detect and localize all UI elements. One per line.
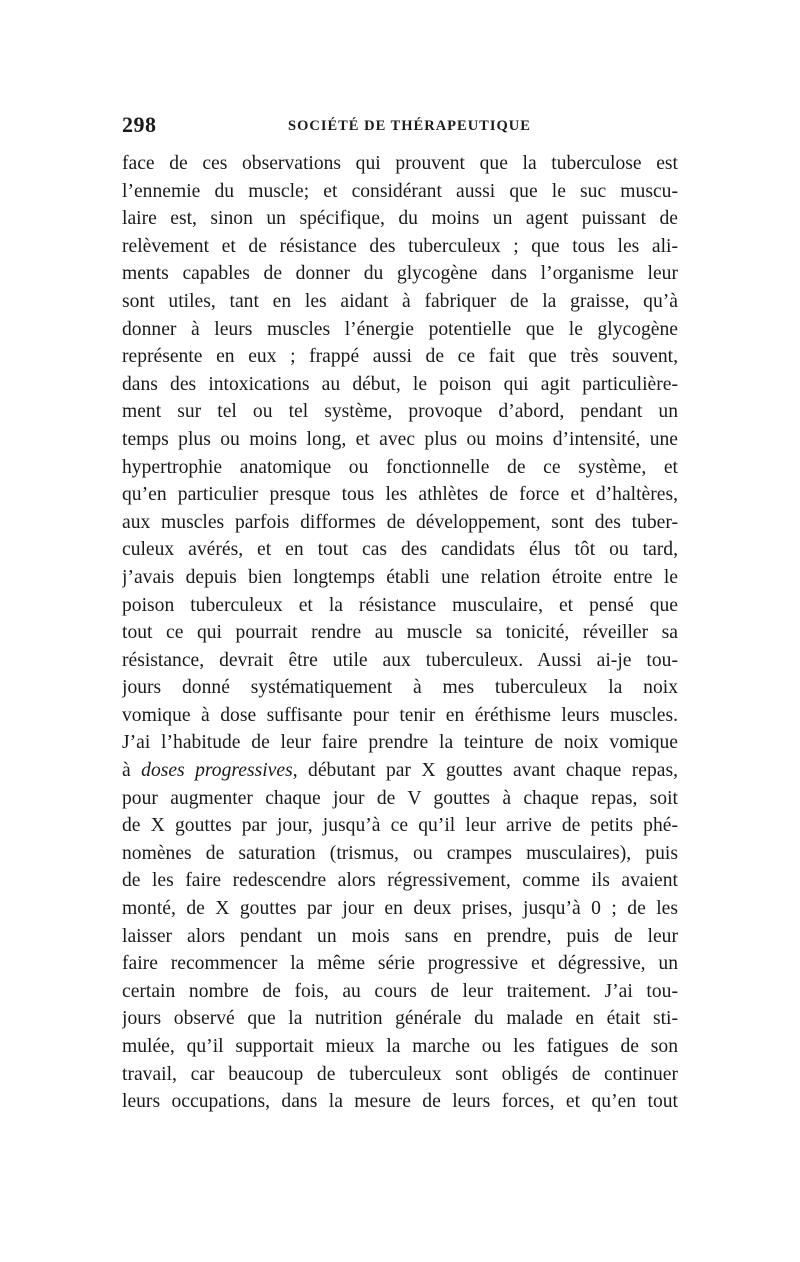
text-line: mulée, qu’il supportait mieux la marche ou les fatigues de son [122,1036,678,1057]
text-line: l’ennemie du muscle; et considérant aussi que le suc muscu- [122,180,678,202]
text-line: laisser alors pendant un mois sans en prendre, puis de leur [122,925,678,947]
text-line: laire est, sinon un spécifique, du moins un agent puissant de [122,208,678,230]
text-line: ment sur tel ou tel système, provoque d’abord, pendant un [122,401,678,423]
text-line-with-italic [122,757,678,785]
text-line: dans des intoxications au début, le poison qui agit particulière- [122,373,678,395]
text-line: faire recommencer la même série progressive et dégressive, un [122,953,678,975]
body-text [122,150,678,1116]
text-line: travail, car beaucoup de tuberculeux sont obligés de continuer [122,1063,678,1085]
text-line: pour augmenter chaque jour de V gouttes à chaque repas, soit [122,787,678,809]
text-line: temps plus ou moins long, et avec plus ou moins d’intensité, une [122,428,678,450]
text-line: ments capables de donner du glycogène dans l’organisme leur [122,263,678,285]
page-number: 298 [122,112,157,137]
text-line: j’avais depuis bien longtemps établi une relation étroite entre le [122,566,678,588]
text-line: de X gouttes par jour, jusqu’à ce qu’il leur arrive de petits phé- [122,815,678,837]
line-prefix: à [122,760,131,782]
text-line: nomènes de saturation (trismus, ou crampes musculaires), puis [122,842,678,864]
italic-phrase: doses progressives [141,760,293,782]
text-line: de les faire redescendre alors régressivement, comme ils avaient [122,870,678,892]
text-line: J’ai l’habitude de leur faire prendre la teinture de noix vomique [122,732,678,754]
text-line: résistance, devrait être utile aux tuberculeux. Aussi ai-je tou- [122,649,678,671]
text-line: sont utiles, tant en les aidant à fabriquer de la graisse, qu’à [122,290,678,312]
text-line: représente en eux ; frappé aussi de ce fait que très souvent, [122,346,678,368]
text-line: monté, de X gouttes par jour en deux prises, jusqu’à 0 ; de les [122,898,678,920]
running-title: SOCIÉTÉ DE THÉRAPEUTIQUE [288,118,531,134]
text-line: culeux avérés, et en tout cas des candidats élus tôt ou tard, [122,539,678,561]
text-line: aux muscles parfois difformes de développement, sont des tuber- [122,511,678,533]
text-line: donner à leurs muscles l’énergie potentielle que le glycogène [122,318,678,340]
text-line: jours donné systématiquement à mes tuberculeux la noix [122,677,678,699]
text-line: tout ce qui pourrait rendre au muscle sa tonicité, réveiller sa [122,622,678,644]
text-line: poison tuberculeux et la résistance musculaire, et pensé que [122,594,678,616]
text-line: leurs occupations, dans la mesure de leurs forces, et qu’en tout [122,1091,678,1113]
text-line: face de ces observations qui prouvent que la tuberculose est [122,153,678,174]
text-line: qu’en particulier presque tous les athlètes de force et d’haltères, [122,484,678,506]
text-line: hypertrophie anatomique ou fonctionnelle de ce système, et [122,456,678,478]
text-line: vomique à dose suffisante pour tenir en éréthisme leurs muscles. [122,704,678,726]
running-head [122,112,682,142]
line-suffix: , débutant par X gouttes avant chaque repas, [292,760,678,782]
text-line: relèvement et de résistance des tuberculeux ; que tous les ali- [122,235,678,257]
text-line: jours observé que la nutrition générale du malade en était sti- [122,1008,678,1030]
text-line: certain nombre de fois, au cours de leur traitement. J’ai tou- [122,980,678,1002]
